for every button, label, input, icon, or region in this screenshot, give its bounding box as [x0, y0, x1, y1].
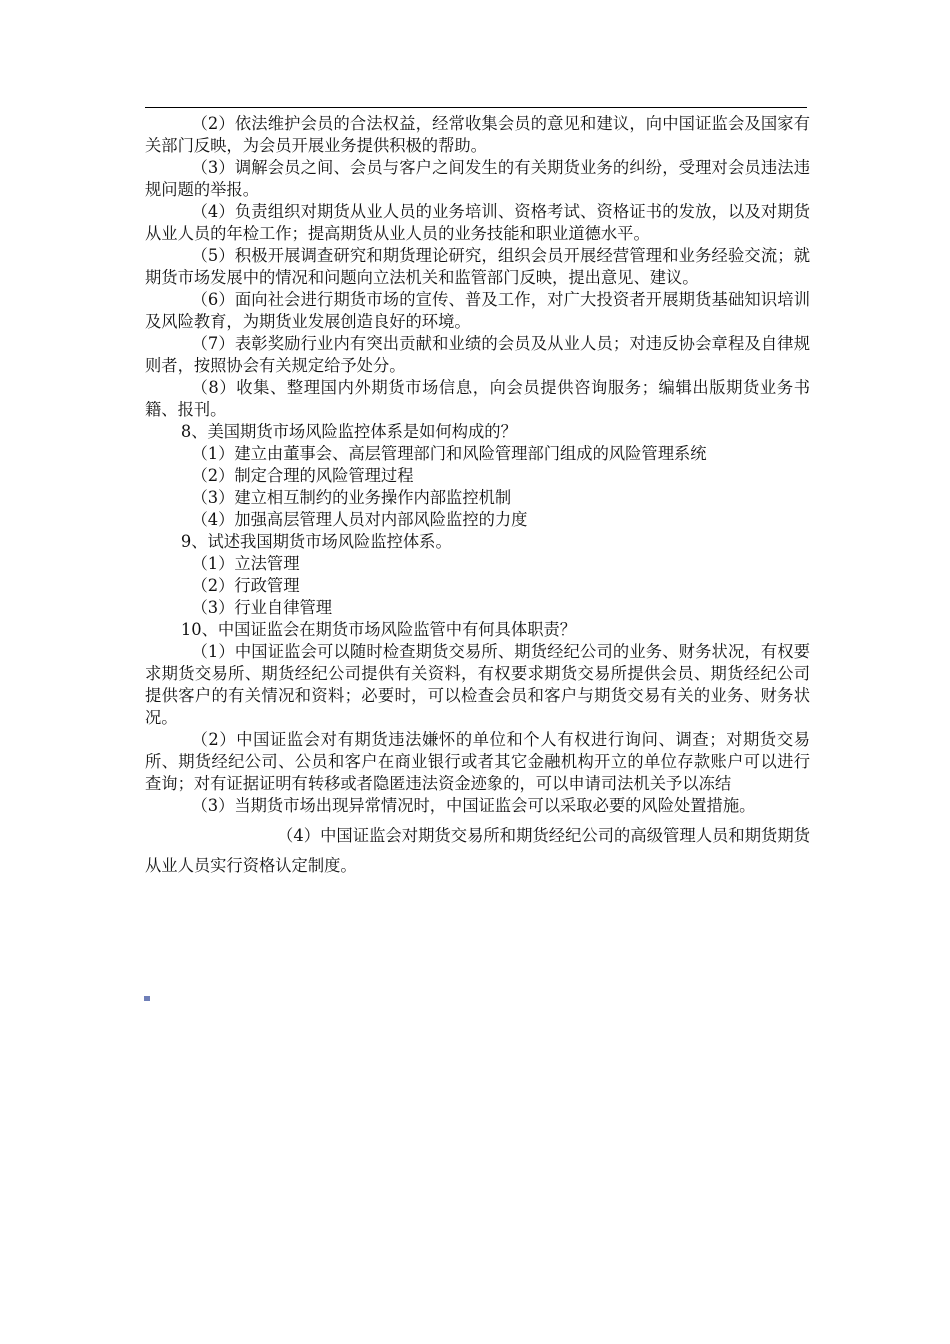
- answer-8-item-4: （4）加强高层管理人员对内部风险监控的力度: [191, 510, 528, 529]
- answer-9-item-3: （3）行业自律管理: [191, 598, 333, 617]
- header-rule: [145, 107, 807, 108]
- answer-9-item-2: （2）行政管理: [191, 576, 300, 595]
- document-body: [145, 113, 810, 881]
- paragraph-duty-6: （6）面向社会进行期货市场的宣传、普及工作，对广大投资者开展期货基础知识培训及风险教育，为期货业发展创造良好的环境。: [145, 290, 810, 331]
- answer-8-item-1: （1）建立由董事会、高层管理部门和风险管理部门组成的风险管理系统: [191, 444, 707, 463]
- answer-10-item-3: （3）当期货市场出现异常情况时，中国证监会可以采取必要的风险处置措施。: [191, 796, 756, 815]
- answer-10-item-1: （1）中国证监会可以随时检查期货交易所、期货经纪公司的业务、财务状况，有权要求期货交易所、期货经纪公司提供有关资料，有权要求期货交易所提供会员、期货经纪公司提供客户的有关情况和资料；必要时，可以检查会员和客户与期货交易有关的业务、财务状况。: [145, 642, 810, 727]
- answer-10-item-2: （2）中国证监会对有期货违法嫌怀的单位和个人有权进行询问、调查；对期货交易所、期货经纪公司、公员和客户在商业银行或者其它金融机构开立的单位存款账户可以进行查询；对有证据证明有转移或者隐匿违法资金迹象的，可以申请司法机关予以冻结: [145, 730, 810, 793]
- question-10-heading: 10、中国证监会在期货市场风险监管中有何具体职责？: [180, 620, 577, 639]
- paragraph-duty-7: （7）表彰奖励行业内有突出贡献和业绩的会员及从业人员；对违反协会章程及自律规则者，按照协会有关规定给予处分。: [145, 334, 810, 375]
- paragraph-duty-5: （5）积极开展调查研究和期货理论研究，组织会员开展经营管理和业务经验交流；就期货市场发展中的情况和问题向立法机关和监管部门反映，提出意见、建议。: [145, 246, 810, 287]
- anchor-marker-icon: [144, 996, 150, 1001]
- paragraph-duty-3: （3）调解会员之间、会员与客户之间发生的有关期货业务的纠纷，受理对会员违法违规问题的举报。: [145, 158, 810, 199]
- paragraph-duty-4: （4）负责组织对期货从业人员的业务培训、资格考试、资格证书的发放，以及对期货从业人员的年检工作；提高期货从业人员的业务技能和职业道德水平。: [145, 202, 810, 243]
- paragraph-duty-8: （8）收集、整理国内外期货市场信息，向会员提供咨询服务；编辑出版期货业务书籍、报刊。: [145, 378, 810, 419]
- question-9-heading: 9、试述我国期货市场风险监控体系。: [180, 532, 452, 551]
- answer-8-item-2: （2）制定合理的风险管理过程: [191, 466, 414, 485]
- paragraph-duty-2: （2）依法维护会员的合法权益，经常收集会员的意见和建议，向中国证监会及国家有关部门反映，为会员开展业务提供积极的帮助。: [145, 114, 810, 155]
- answer-9-item-1: （1）立法管理: [191, 554, 300, 573]
- answer-10-item-4: （4）中国证监会对期货交易所和期货经纪公司的高级管理人员和期货期货从业人员实行资格认定制度。: [145, 826, 810, 875]
- question-8-heading: 8、美国期货市场风险监控体系是如何构成的？: [180, 422, 517, 441]
- answer-8-item-3: （3）建立相互制约的业务操作内部监控机制: [191, 488, 512, 507]
